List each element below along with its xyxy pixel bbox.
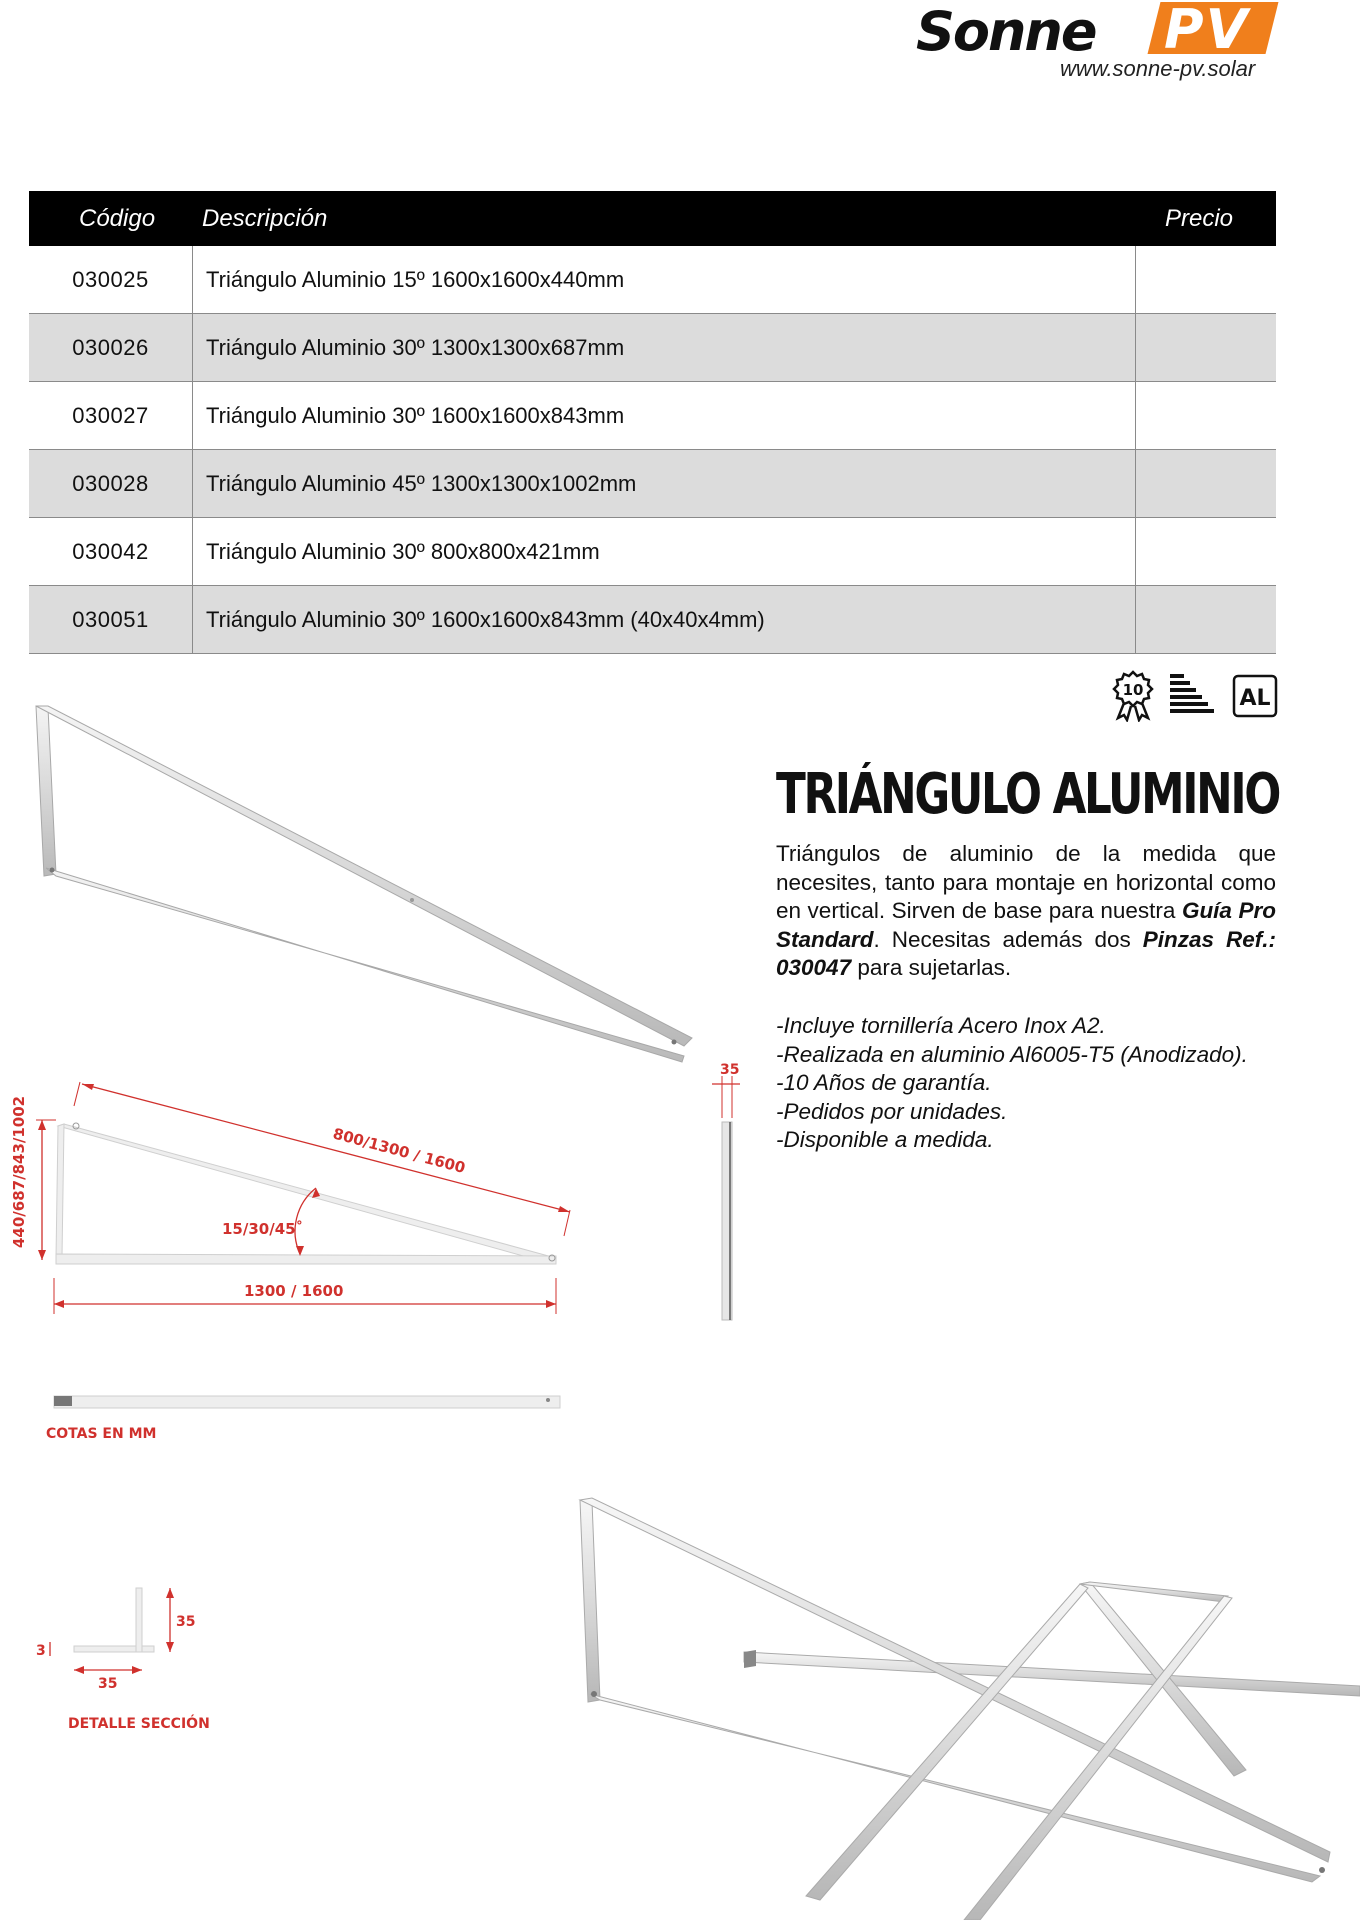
row-code: 030027 xyxy=(29,382,193,449)
row-description: Triángulo Aluminio 30º 800x800x421mm xyxy=(206,538,600,564)
row-price xyxy=(1135,450,1276,517)
feature-item: -Disponible a medida. xyxy=(776,1127,994,1152)
row-description: Triángulo Aluminio 30º 1300x1300x687mm xyxy=(206,334,625,360)
row-price xyxy=(1135,586,1276,653)
brand-pv: PV xyxy=(1164,0,1250,61)
feature-icons xyxy=(1112,670,1278,722)
row-code: 030026 xyxy=(29,314,193,381)
row-code: 030051 xyxy=(29,586,193,653)
table-row xyxy=(29,246,1276,314)
description-text: . Necesitas además dos xyxy=(873,926,1143,952)
feature-item: -Pedidos por unidades. xyxy=(776,1098,1008,1124)
description-text: para sujetarlas. xyxy=(851,955,1012,980)
section-detail xyxy=(20,1570,220,1740)
angle-dimension: 15/30/45˚ xyxy=(222,1220,304,1238)
header-code: Código xyxy=(79,205,156,232)
warranty-badge-icon xyxy=(1112,670,1154,727)
stack-icon xyxy=(1170,674,1216,725)
table-row xyxy=(29,518,1276,586)
section-width: 35 xyxy=(98,1676,118,1692)
row-price xyxy=(1135,314,1276,381)
row-description: Triángulo Aluminio 45º 1300x1300x1002mm xyxy=(206,470,637,496)
row-code: 030042 xyxy=(29,518,193,585)
section-thickness: 3 xyxy=(36,1643,46,1659)
row-description: Triángulo Aluminio 30º 1600x1600x843mm xyxy=(206,402,625,428)
section-note: DETALLE SECCIÓN xyxy=(68,1716,210,1732)
header-description: Descripción xyxy=(202,205,328,232)
product-table xyxy=(29,191,1276,654)
product-render-assembly xyxy=(560,1480,1360,1920)
side-dimension: 35 xyxy=(720,1062,740,1078)
header-price: Precio xyxy=(1164,205,1233,232)
description-text: Triángulos de aluminio de la medida que necesites, tanto para montaje en horizontal como en vertical. Sirven de base para nuestra xyxy=(776,841,1276,923)
website-url[interactable]: www.sonne-pv.solar xyxy=(1060,56,1256,81)
feature-item: -Realizada en aluminio Al6005-T5 (Anodizado). xyxy=(776,1041,1248,1067)
table-row xyxy=(29,382,1276,450)
row-code: 030028 xyxy=(29,450,193,517)
section-height: 35 xyxy=(176,1614,196,1630)
table-row xyxy=(29,314,1276,382)
table-row xyxy=(29,586,1276,654)
units-note: COTAS EN MM xyxy=(46,1426,157,1442)
product-description xyxy=(776,840,1276,983)
row-description: Triángulo Aluminio 15º 1600x1600x440mm xyxy=(206,266,625,292)
height-dimension: 440/687/843/1002 xyxy=(10,1095,28,1248)
row-price xyxy=(1135,518,1276,585)
hyp-dimension: 800/1300 / 1600 xyxy=(330,1124,468,1178)
guia-pro-link: Guía Pro Standard xyxy=(776,898,1276,952)
row-code: 030025 xyxy=(29,246,193,313)
row-description: Triángulo Aluminio 30º 1600x1600x843mm (40x40x4mm) xyxy=(206,606,765,632)
brand-sonne: Sonne xyxy=(916,0,1096,63)
aluminium-icon xyxy=(1232,674,1278,723)
table-header xyxy=(29,191,1276,246)
feature-item: -10 Años de garantía. xyxy=(776,1070,992,1095)
feature-item: -Incluye tornillería Acero Inox A2. xyxy=(776,1013,1106,1038)
product-title: TRIÁNGULO ALUMINIO xyxy=(776,762,1280,827)
technical-drawing xyxy=(0,1060,760,1460)
product-render-triangle xyxy=(0,690,720,1070)
row-price xyxy=(1135,246,1276,313)
warranty-years: 10 xyxy=(1122,681,1144,699)
material-label: AL xyxy=(1239,686,1271,711)
pinzas-ref: Pinzas Ref.: 030047 xyxy=(776,926,1276,980)
feature-list xyxy=(776,1012,1296,1155)
row-price xyxy=(1135,382,1276,449)
brand-logo xyxy=(916,0,1276,90)
base-dimension: 1300 / 1600 xyxy=(244,1282,344,1300)
table-row xyxy=(29,450,1276,518)
